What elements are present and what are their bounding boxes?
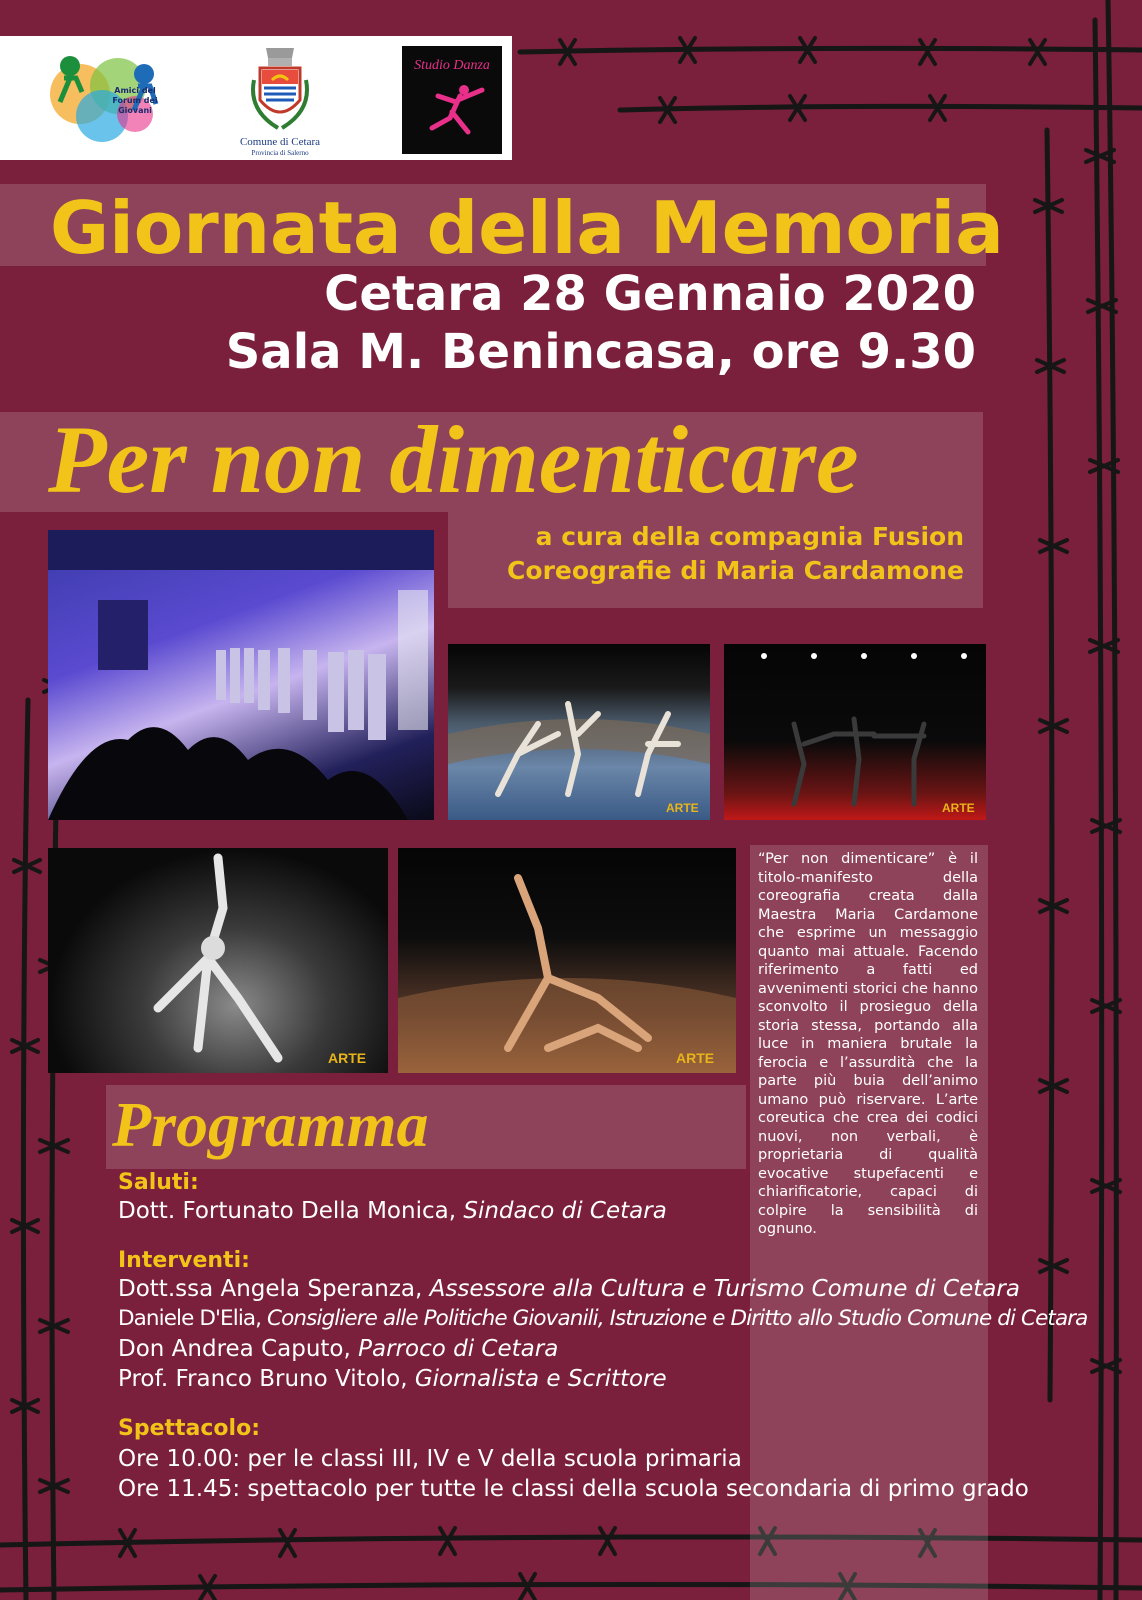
show-description: “Per non dimenticare” è il titolo-manifesto della coreografia creata dalla Maestra Maria Cardamone che esprime un messaggio quanto mai attuale. Facendo riferimento a fatti ed avvenimenti storici che hanno sconvolto il prosieguo della storia stessa, portando alla luce in maniera brutale la ferocia e l’assurdità che la parte più buia dell’animo umano può riservare. L’arte coreutica che crea dei codici nuovi, non verbali, è proprietaria di qualità evocative stupefacenti e chiarificatorie, capaci di colpire la sensibilità di ognuno.	[758, 851, 978, 1237]
show-title: Per non dimenticare	[48, 406, 859, 513]
arte-watermark: ARTE	[942, 801, 975, 815]
stage-photo-4	[48, 848, 388, 1073]
company-credit: a cura della compagnia Fusion	[535, 522, 964, 551]
saluti-heading: Saluti:	[118, 1170, 199, 1195]
spettacolo-item: Ore 11.45: spettacolo per tutte le classi della scuola secondaria di primo grado	[118, 1476, 1029, 1502]
stage-photo-3	[724, 644, 986, 820]
amici-forum-logo: Amici del Forum dei Giovani	[40, 44, 170, 150]
interventi-item: Prof. Franco Bruno Vitolo, Giornalista e Scrittore	[118, 1366, 667, 1392]
arte-watermark: ARTE	[666, 801, 699, 815]
event-title: Giornata della Memoria	[50, 186, 1004, 270]
stage-photo-5	[398, 848, 736, 1073]
arte-watermark: ARTE	[676, 1050, 715, 1066]
stage-photo-2	[448, 644, 710, 820]
interventi-item: Daniele D'Elia, Consigliere alle Politiche Giovanili, Istruzione e Diritto allo Studio Comune di Cetara	[118, 1306, 1088, 1331]
stage-photo-1	[48, 530, 434, 820]
choreography-credit: Coreografie di Maria Cardamone	[507, 556, 964, 585]
interventi-heading: Interventi:	[118, 1248, 250, 1273]
interventi-item: Dott.ssa Angela Speranza, Assessore alla Cultura e Turismo Comune di Cetara	[118, 1276, 1020, 1302]
event-date: Cetara 28 Gennaio 2020	[324, 266, 976, 322]
programma-title: Programma	[112, 1089, 429, 1160]
studio-danza-logo: Studio Danza	[402, 46, 502, 154]
arte-watermark: ARTE	[328, 1050, 367, 1066]
spettacolo-item: Ore 10.00: per le classi III, IV e V della scuola primaria	[118, 1446, 742, 1472]
logo-strip	[0, 36, 512, 160]
event-venue: Sala M. Benincasa, ore 9.30	[225, 324, 976, 380]
interventi-item: Don Andrea Caputo, Parroco di Cetara	[118, 1336, 559, 1362]
comune-di-cetara-logo: Comune di Cetara Provincia di Salerno	[230, 40, 330, 156]
spettacolo-heading: Spettacolo:	[118, 1416, 261, 1441]
saluti-item: Dott. Fortunato Della Monica, Sindaco di Cetara	[118, 1198, 667, 1224]
